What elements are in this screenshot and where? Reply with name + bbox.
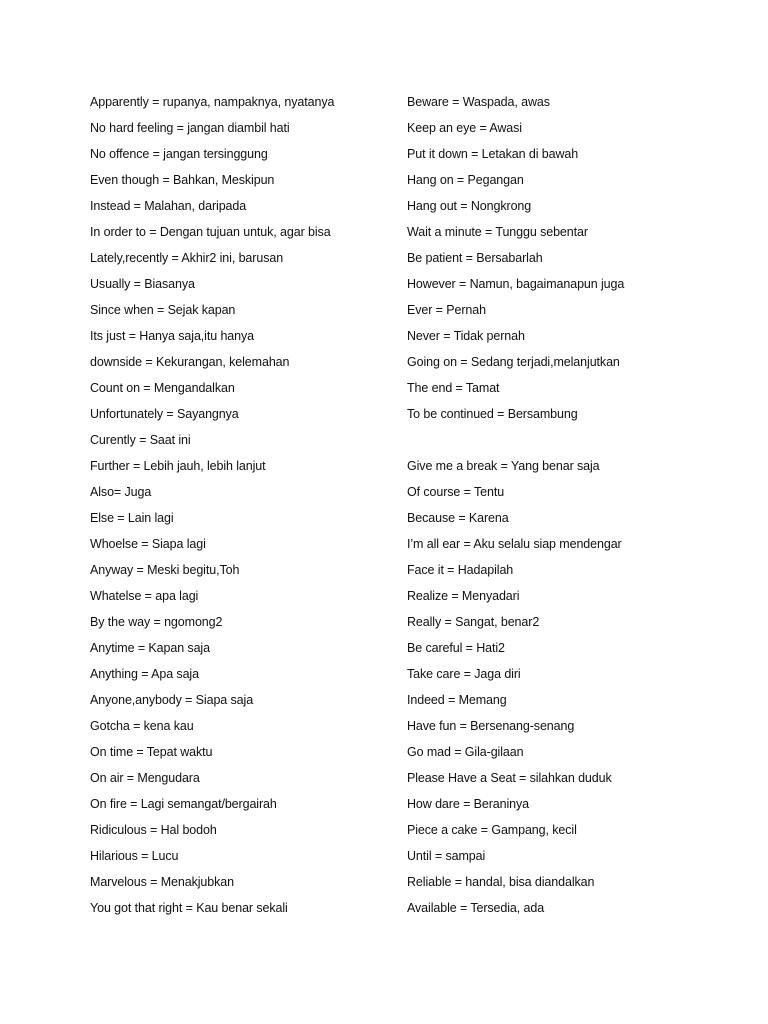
vocab-entry: Available = Tersedia, ada (407, 901, 545, 915)
vocab-entry: Piece a cake = Gampang, kecil (407, 823, 577, 837)
vocab-entry: Marvelous = Menakjubkan (90, 875, 234, 889)
vocab-entry: Its just = Hanya saja,itu hanya (90, 329, 255, 343)
vocab-entry: Further = Lebih jauh, lebih lanjut (90, 459, 266, 473)
vocab-entry: Keep an eye = Awasi (407, 121, 522, 135)
vocab-entry: How dare = Beraninya (407, 797, 530, 811)
vocab-entry: Gotcha = kena kau (90, 719, 194, 733)
vocab-entry: Anything = Apa saja (90, 667, 199, 681)
vocab-entry: No offence = jangan tersinggung (90, 147, 268, 161)
vocab-entry: Instead = Malahan, daripada (90, 199, 247, 213)
vocab-entry: Curently = Saat ini (90, 433, 191, 447)
vocab-entry: Usually = Biasanya (90, 277, 195, 291)
vocab-entry: To be continued = Bersambung (407, 407, 578, 421)
right-column (407, 89, 747, 921)
vocab-entry: Hang on = Pegangan (407, 173, 524, 187)
vocab-entry: On air = Mengudara (90, 771, 200, 785)
vocab-entry: Go mad = Gila-gilaan (407, 745, 524, 759)
vocab-entry: Unfortunately = Sayangnya (90, 407, 239, 421)
vocab-entry: By the way = ngomong2 (90, 615, 223, 629)
vocab-entry: Be careful = Hati2 (407, 641, 505, 655)
vocab-entry: Never = Tidak pernah (407, 329, 525, 343)
vocab-entry: Going on = Sedang terjadi,melanjutkan (407, 355, 620, 369)
vocab-entry: Even though = Bahkan, Meskipun (90, 173, 275, 187)
vocab-entry: The end = Tamat (407, 381, 500, 395)
vocab-entry: You got that right = Kau benar sekali (90, 901, 288, 915)
vocab-entry: Ridiculous = Hal bodoh (90, 823, 217, 837)
vocab-entry: Indeed = Memang (407, 693, 507, 707)
vocab-entry: Else = Lain lagi (90, 511, 174, 525)
vocab-entry: Beware = Waspada, awas (407, 95, 550, 109)
vocab-entry: Put it down = Letakan di bawah (407, 147, 579, 161)
vocab-entry: Lately,recently = Akhir2 ini, barusan (90, 251, 284, 265)
left-column (90, 89, 390, 921)
vocab-entry: Apparently = rupanya, nampaknya, nyatanya (90, 95, 335, 109)
vocab-entry: On fire = Lagi semangat/bergairah (90, 797, 277, 811)
vocab-entry: Because = Karena (407, 511, 509, 525)
vocab-entry: Ever = Pernah (407, 303, 486, 317)
vocab-entry: Of course = Tentu (407, 485, 505, 499)
vocab-entry: Face it = Hadapilah (407, 563, 514, 577)
vocab-entry: I’m all ear = Aku selalu siap mendengar (407, 537, 622, 551)
vocab-entry: Reliable = handal, bisa diandalkan (407, 875, 595, 889)
blank-line (407, 427, 747, 453)
vocab-entry: Give me a break = Yang benar saja (407, 459, 600, 473)
vocab-entry: Realize = Menyadari (407, 589, 520, 603)
vocab-entry: Hilarious = Lucu (90, 849, 179, 863)
vocab-entry: However = Namun, bagaimanapun juga (407, 277, 625, 291)
vocab-entry: Hang out = Nongkrong (407, 199, 532, 213)
vocab-entry: Wait a minute = Tunggu sebentar (407, 225, 588, 239)
vocab-entry: Anyone,anybody = Siapa saja (90, 693, 254, 707)
vocab-entry: No hard feeling = jangan diambil hati (90, 121, 290, 135)
vocab-entry: Be patient = Bersabarlah (407, 251, 543, 265)
vocab-entry: Count on = Mengandalkan (90, 381, 235, 395)
vocab-entry: Really = Sangat, benar2 (407, 615, 540, 629)
vocab-entry: Since when = Sejak kapan (90, 303, 236, 317)
vocab-entry: On time = Tepat waktu (90, 745, 213, 759)
vocab-entry: Anytime = Kapan saja (90, 641, 210, 655)
vocab-entry: downside = Kekurangan, kelemahan (90, 355, 290, 369)
vocab-entry: Have fun = Bersenang-senang (407, 719, 575, 733)
vocab-entry: Also= Juga (90, 485, 152, 499)
vocab-entry: Whoelse = Siapa lagi (90, 537, 206, 551)
vocab-entry: Please Have a Seat = silahkan duduk (407, 771, 612, 785)
vocab-entry: In order to = Dengan tujuan untuk, agar bisa (90, 225, 331, 239)
vocab-entry: Take care = Jaga diri (407, 667, 521, 681)
vocab-entry: Whatelse = apa lagi (90, 589, 199, 603)
vocab-entry: Until = sampai (407, 849, 486, 863)
vocab-entry: Anyway = Meski begitu,Toh (90, 563, 240, 577)
